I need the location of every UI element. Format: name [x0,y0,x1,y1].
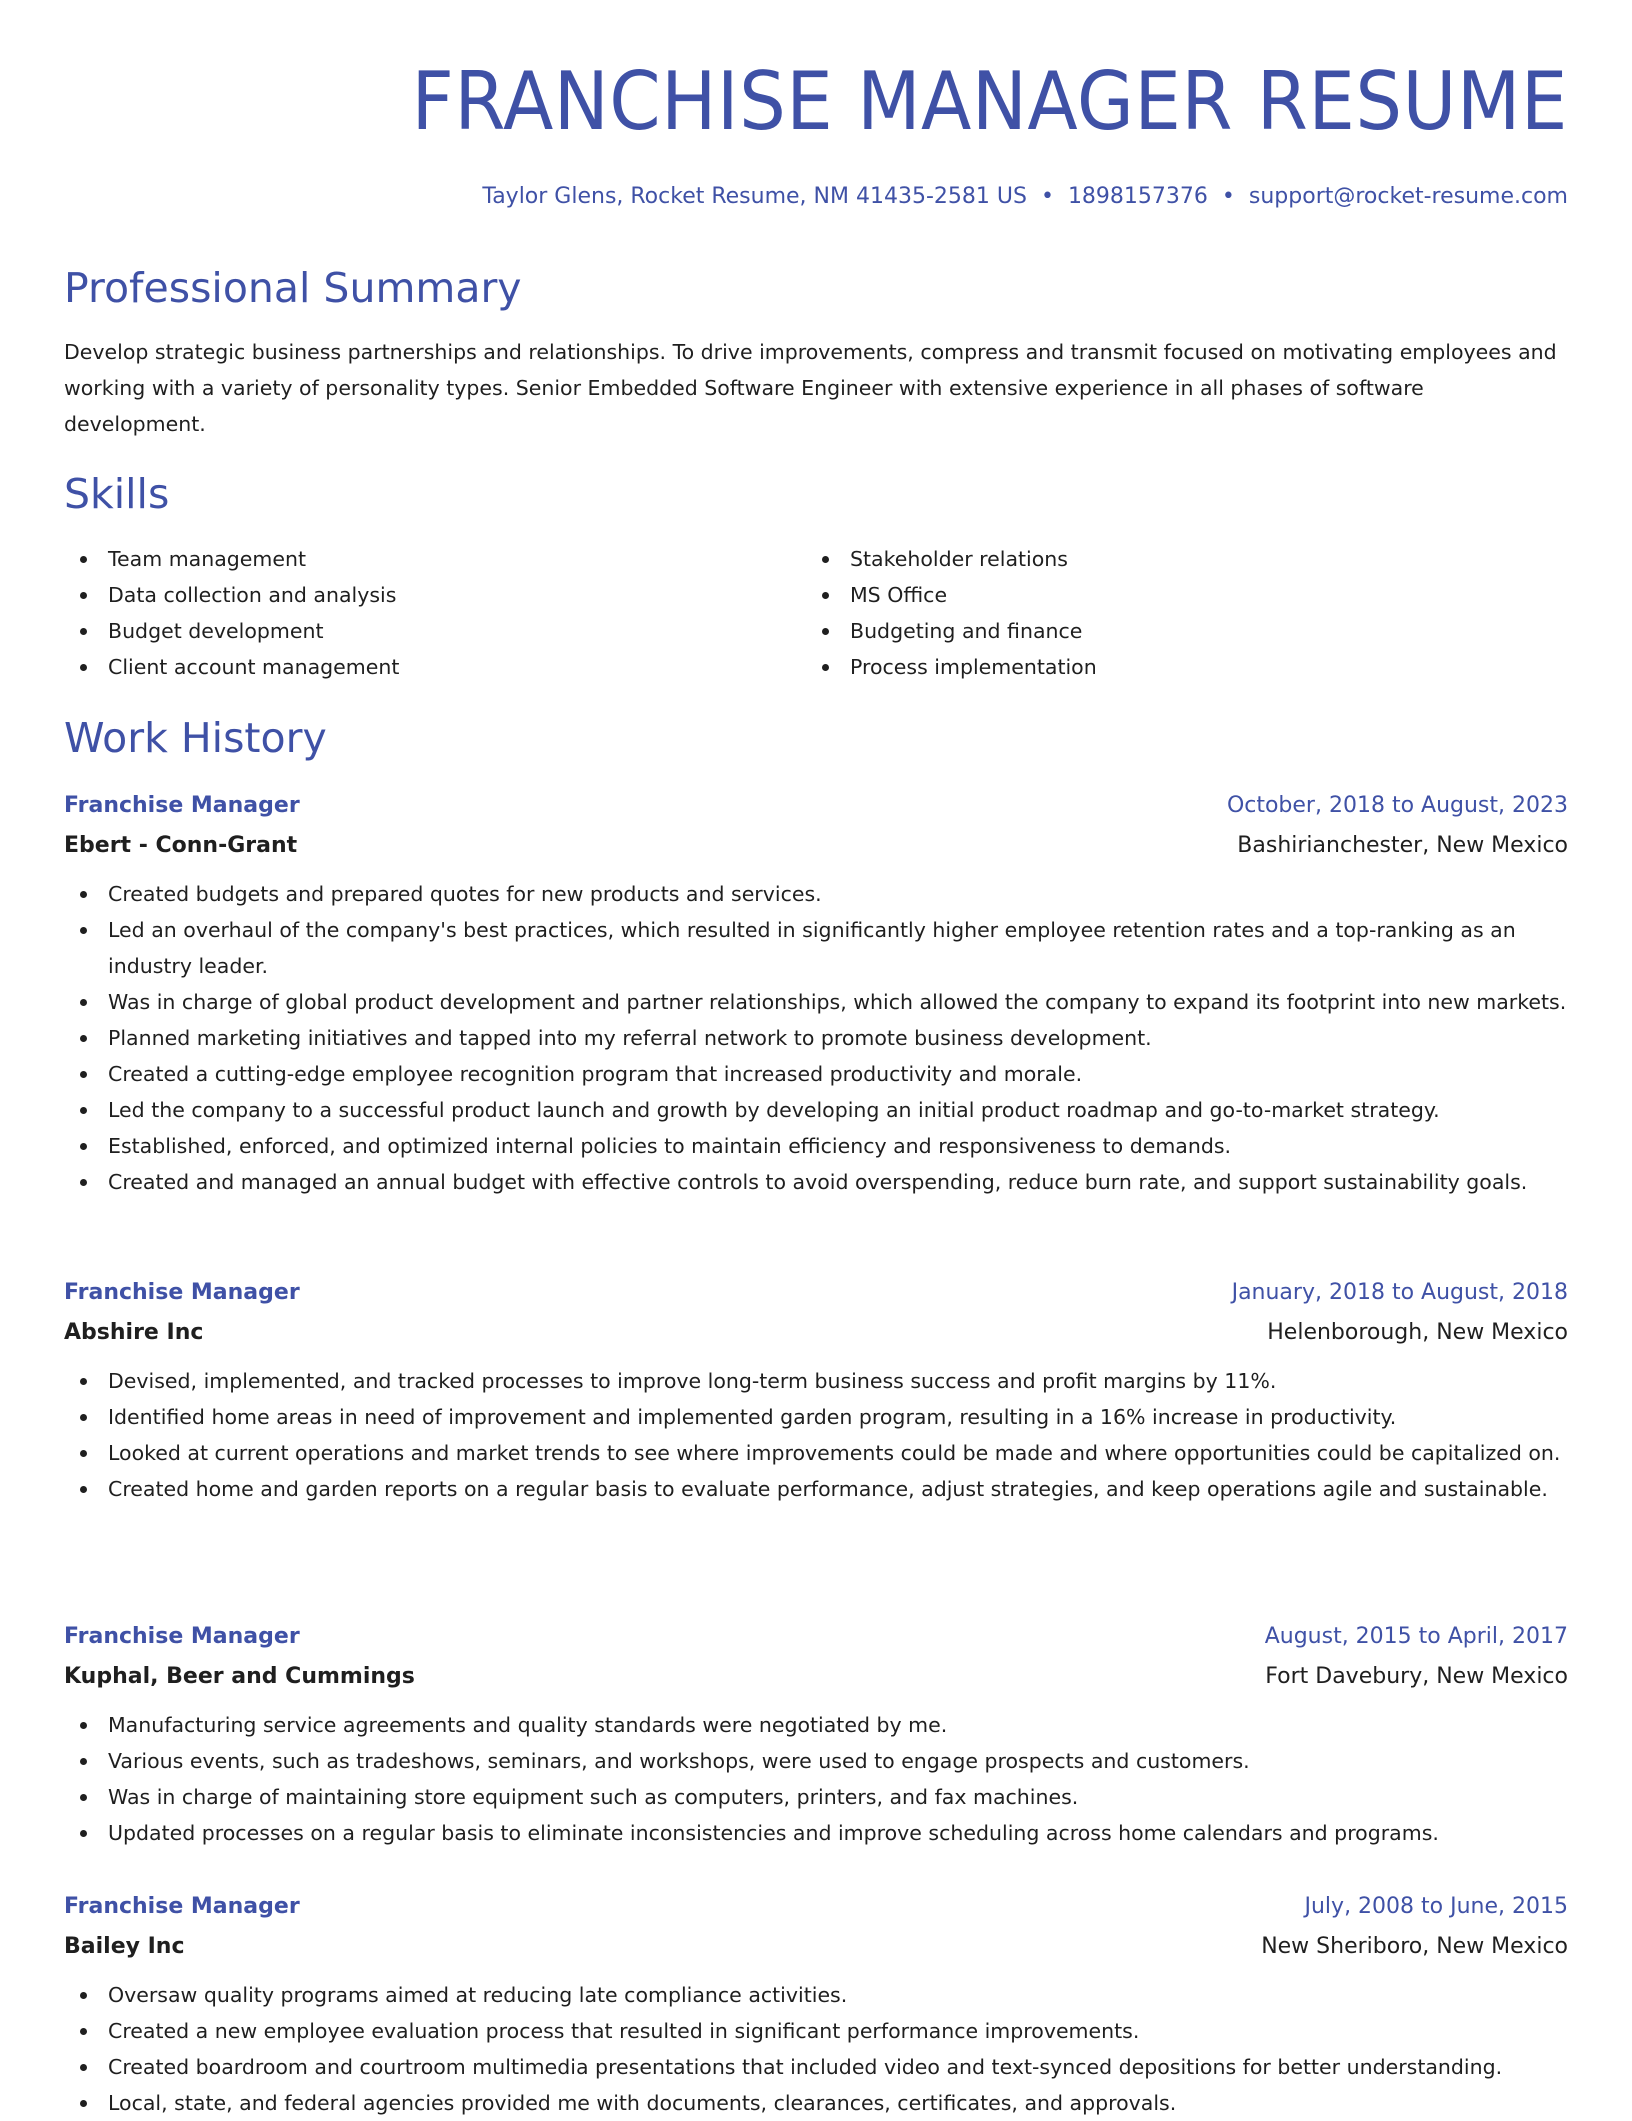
job-company-row [64,1657,1568,1697]
contact-email[interactable]: support@rocket-resume.com [1248,184,1568,209]
job-dates: July, 2008 to June, 2015 [1304,1894,1568,1919]
job-company-row [64,1313,1568,1353]
job-bullets [64,876,1568,1200]
job-entry [64,1273,1568,1507]
job-entry [64,1617,1568,1851]
skill-item: MS Office [806,577,1506,613]
job-bullet: Established, enforced, and optimized internal policies to maintain efficiency and responsiveness to demands. [64,1128,1568,1164]
job-dates: January, 2018 to August, 2018 [1231,1280,1568,1305]
job-company: Kuphal, Beer and Cummings [64,1664,415,1689]
skills-heading: Skills [64,470,170,518]
job-location: Fort Davebury, New Mexico [1265,1664,1568,1689]
job-company-row [64,826,1568,866]
skill-item: Stakeholder relations [806,541,1506,577]
job-bullets [64,1977,1568,2121]
job-dates: August, 2015 to April, 2017 [1264,1624,1568,1649]
skill-item: Team management [64,541,764,577]
job-title-row [64,1887,1568,1927]
job-bullet: Various events, such as tradeshows, seminars, and workshops, were used to engage prospects and customers. [64,1743,1568,1779]
summary-heading: Professional Summary [64,264,522,312]
job-entry [64,1887,1568,2121]
job-bullet: Looked at current operations and market trends to see where improvements could be made and where opportunities could be capitalized on. [64,1435,1568,1471]
job-bullet: Created home and garden reports on a regular basis to evaluate performance, adjust strategies, and keep operations agile and sustainable. [64,1471,1568,1507]
job-bullet: Was in charge of maintaining store equipment such as computers, printers, and fax machines. [64,1779,1568,1815]
skills-list-left [64,541,764,685]
work-history-heading: Work History [64,714,327,762]
job-title: Franchise Manager [64,1894,300,1919]
contact-phone: 1898157376 [1067,184,1208,209]
job-bullet: Was in charge of global product development and partner relationships, which allowed the company to expand its footprint into new markets. [64,984,1568,1020]
job-bullet: Manufacturing service agreements and quality standards were negotiated by me. [64,1707,1568,1743]
job-location: Bashirianchester, New Mexico [1237,833,1568,858]
job-title-row [64,1617,1568,1657]
job-bullet: Planned marketing initiatives and tapped into my referral network to promote business development. [64,1020,1568,1056]
job-title-row [64,1273,1568,1313]
job-bullet: Updated processes on a regular basis to eliminate inconsistencies and improve scheduling across home calendars and programs. [64,1815,1568,1851]
job-bullets [64,1707,1568,1851]
job-title: Franchise Manager [64,1624,300,1649]
job-entry [64,786,1568,1200]
contact-separator: • [1040,184,1054,209]
skills-right-column [806,541,1506,685]
resume-title: FRANCHISE MANAGER RESUME [411,55,1568,148]
job-title: Franchise Manager [64,1280,300,1305]
job-title-row [64,786,1568,826]
job-company: Ebert - Conn-Grant [64,833,298,858]
job-bullet: Led the company to a successful product launch and growth by developing an initial product roadmap and go-to-market strategy. [64,1092,1568,1128]
skill-item: Budgeting and finance [806,613,1506,649]
job-company: Abshire Inc [64,1320,204,1345]
contact-address: Taylor Glens, Rocket Resume, NM 41435-2581 US [482,184,1027,209]
job-bullet: Created budgets and prepared quotes for new products and services. [64,876,1568,912]
job-company: Bailey Inc [64,1934,185,1959]
job-bullet: Identified home areas in need of improvement and implemented garden program, resulting in a 16% increase in productivity. [64,1399,1568,1435]
job-bullets [64,1363,1568,1507]
job-location: New Sheriboro, New Mexico [1261,1934,1568,1959]
job-bullet: Created and managed an annual budget with effective controls to avoid overspending, reduce burn rate, and support sustainability goals. [64,1164,1568,1200]
job-title: Franchise Manager [64,793,300,818]
job-location: Helenborough, New Mexico [1267,1320,1568,1345]
skills-list-right [806,541,1506,685]
skill-item: Data collection and analysis [64,577,764,613]
job-bullet: Oversaw quality programs aimed at reducing late compliance activities. [64,1977,1568,2013]
job-bullet: Created boardroom and courtroom multimedia presentations that included video and text-synced depositions for better understanding. [64,2049,1568,2085]
job-bullet: Created a cutting-edge employee recognition program that increased productivity and morale. [64,1056,1568,1092]
skill-item: Process implementation [806,649,1506,685]
job-dates: October, 2018 to August, 2023 [1226,793,1568,818]
skill-item: Budget development [64,613,764,649]
job-bullet: Devised, implemented, and tracked processes to improve long-term business success and profit margins by 11%. [64,1363,1568,1399]
contact-line [482,182,1568,212]
summary-text: Develop strategic business partnerships and relationships. To drive improvements, compress and transmit focused on motivating employees and working with a variety of personality types. Senior Embedded Software Engineer with extensive experience in all phases of software development. [64,340,1557,436]
job-bullet: Local, state, and federal agencies provided me with documents, clearances, certificates, and approvals. [64,2085,1568,2121]
skills-left-column [64,541,764,685]
contact-separator: • [1221,184,1235,209]
skill-item: Client account management [64,649,764,685]
job-company-row [64,1927,1568,1967]
job-bullet: Led an overhaul of the company's best practices, which resulted in significantly higher employee retention rates and a top-ranking as an industry leader. [64,912,1568,984]
job-bullet: Created a new employee evaluation process that resulted in significant performance improvements. [64,2013,1568,2049]
